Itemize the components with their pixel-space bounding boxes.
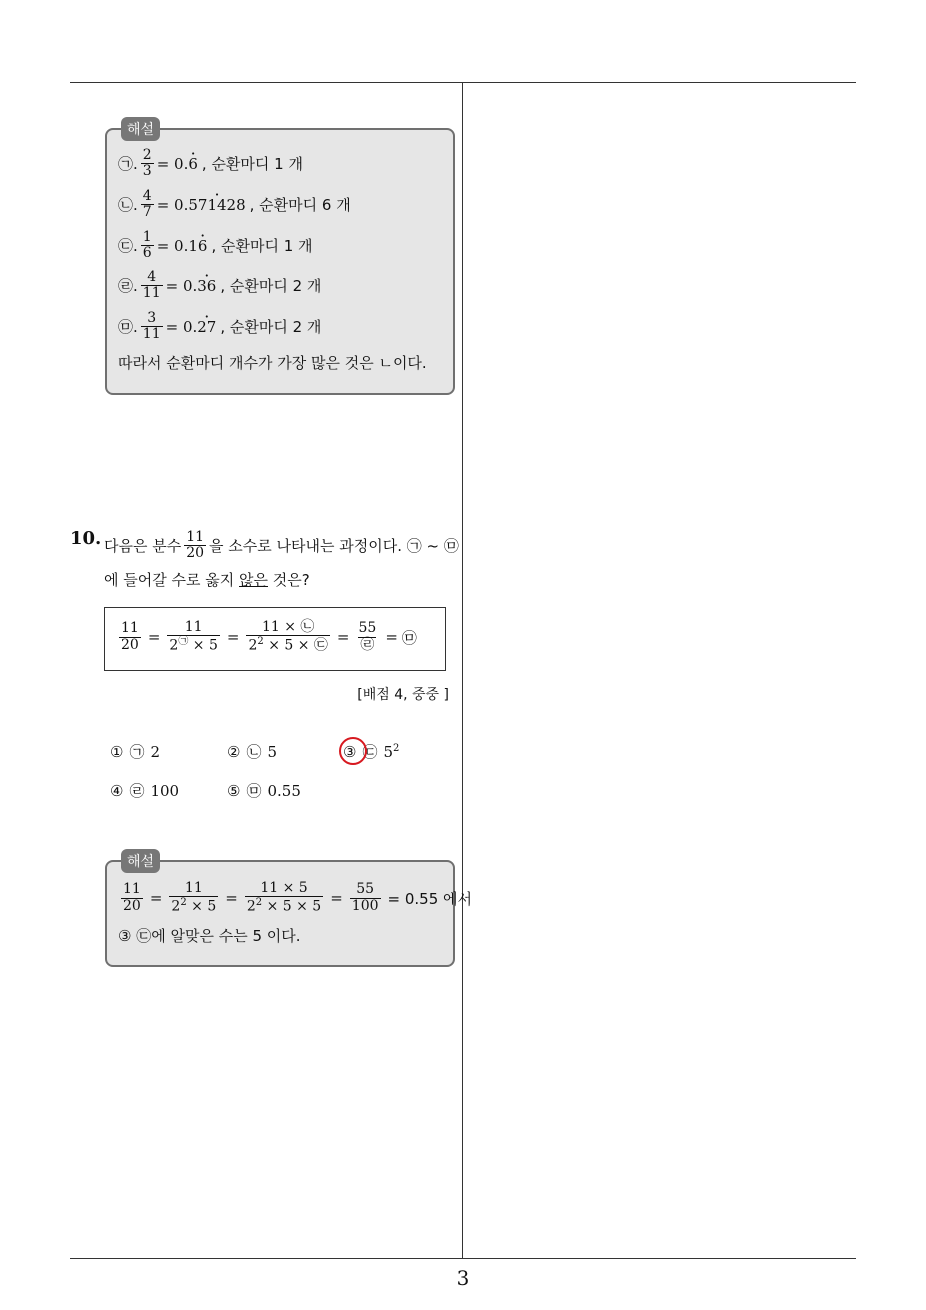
solution-line: ㉠. $\frac{2}{3}$ = 0. · 6 , 순환마디 1 개: [118, 148, 303, 180]
fraction: $\frac{11 \times 5}{2^2 \times 5 \times 5}$: [246, 880, 322, 916]
process-equation: $\frac{11}{20}$ = $\frac{11}{2^㉠ \times 5}$ = $\frac{11 \times ㉡}{2^2 \times 5 \times ㉢}$ = $\frac{55}{㉣}$ = ㉤: [121, 619, 417, 655]
fraction: $\frac{4}{7}$: [142, 188, 152, 221]
fraction: $\frac{11}{2^㉠ \times 5}$: [169, 619, 218, 655]
page-number: 3: [456, 1266, 470, 1290]
solution-line: ㉤. $\frac{3}{11}$ = 0. · 27 , 순환마디 2 개: [118, 311, 321, 343]
choice-2[interactable]: ② ㉡ 5: [227, 742, 278, 761]
solution-conclusion: 따라서 순환마디 개수가 가장 많은 것은 ㄴ이다.: [118, 354, 427, 372]
repeating-digits: · 6: [188, 155, 198, 173]
column-divider: [462, 83, 463, 1259]
repeating-digits: · 36: [197, 277, 216, 295]
repeating-digits: · 571428: [188, 196, 245, 214]
fraction: $\frac{4}{11}$: [142, 269, 161, 302]
footer-rule: [70, 1258, 856, 1259]
answer-mark-circle: [339, 737, 367, 765]
header-rule: [70, 82, 856, 83]
solution-line: ③ ㉢에 알맞은 수는 5 이다.: [118, 927, 301, 945]
repeating-digits: · 27: [197, 318, 216, 336]
fraction: $\frac{55}{100}$: [351, 881, 379, 914]
fraction: $\frac{11}{2^2 \times 5}$: [171, 880, 217, 916]
solution-line: ㉡. $\frac{4}{7}$ = 0. · 571428 , 순환마디 6 개: [118, 189, 351, 221]
fraction: $\frac{11 \times ㉡}{2^2 \times 5 \times ㉢}$: [248, 619, 328, 655]
fraction: $\frac{11}{20}$: [121, 620, 139, 653]
fraction: $\frac{11}{20}$: [123, 881, 141, 914]
question-text: 다음은 분수 $\frac{11}{20}$ 을 소수로 나타내는 과정이다. ㉠ ~ ㉤: [104, 529, 459, 562]
question-number: 10.: [70, 528, 102, 549]
fraction: $\frac{2}{3}$: [142, 147, 152, 180]
choice-3[interactable]: ③ ㉢ $5^2$: [343, 742, 400, 761]
repeating-digits: · 6: [198, 237, 208, 255]
fraction: $\frac{1}{6}$: [142, 229, 152, 262]
solution-line: ㉣. $\frac{4}{11}$ = 0. · 36 , 순환마디 2 개: [118, 270, 321, 302]
choice-4[interactable]: ④ ㉣ 100: [110, 781, 180, 800]
solution-tag: 해설: [121, 849, 160, 873]
question-text-line2: 에 들어갈 수로 옳지 않은 것은?: [104, 571, 310, 589]
solution-line: ㉢. $\frac{1}{6}$ = 0.1 · 6 , 순환마디 1 개: [118, 230, 313, 262]
choice-5[interactable]: ⑤ ㉤ 0.55: [227, 781, 301, 800]
score-label: [배점 4, 중중 ]: [357, 687, 449, 703]
fraction: $\frac{11}{20}$: [186, 529, 205, 562]
solution-tag: 해설: [121, 117, 160, 141]
choice-1[interactable]: ① ㉠ 2: [110, 742, 161, 761]
fraction: $\frac{55}{㉣}$: [358, 620, 377, 653]
fraction: $\frac{3}{11}$: [142, 310, 161, 343]
solution-equation: $\frac{11}{20}$ = $\frac{11}{2^2 \times 5}$ = $\frac{11 \times 5}{2^2 \times 5 \times 5}$ = $\frac{55}{100}$ = 0.55 에서: [123, 880, 473, 916]
